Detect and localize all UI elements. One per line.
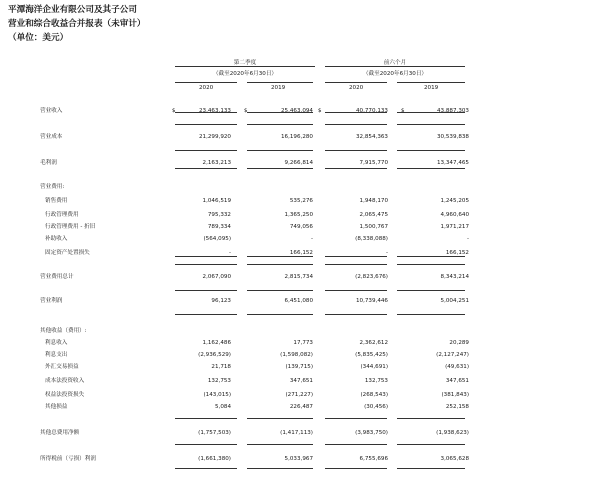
table-rule bbox=[397, 444, 465, 445]
unit-note: （单位：美元） bbox=[8, 33, 69, 43]
table-rule bbox=[247, 290, 313, 291]
value-cell: 5,004,251 bbox=[440, 298, 469, 304]
table-rule bbox=[325, 444, 387, 445]
value-cell: 789,334 bbox=[207, 224, 231, 230]
table-rule bbox=[247, 112, 313, 113]
value-cell: 25,463,094 bbox=[280, 108, 313, 114]
value-cell: (2,823,676) bbox=[355, 274, 388, 280]
value-cell: 535,276 bbox=[289, 198, 313, 204]
value-cell: 4,960,640 bbox=[440, 212, 469, 218]
statement-title: 营业和综合收益合并报表（未审计） bbox=[8, 19, 146, 29]
table-rule bbox=[175, 314, 237, 315]
table-rule bbox=[397, 468, 465, 469]
year-header: 2019 bbox=[271, 85, 286, 91]
year-rule bbox=[397, 82, 465, 83]
value-cell: 16,196,280 bbox=[280, 134, 313, 140]
value-cell: 795,332 bbox=[207, 212, 231, 218]
value-cell: 40,770,133 bbox=[355, 108, 388, 114]
table-rule bbox=[175, 444, 237, 445]
value-cell: (564,095) bbox=[203, 236, 231, 242]
table-row bbox=[0, 390, 600, 400]
value-cell: (139,715) bbox=[285, 364, 313, 370]
table-rule bbox=[247, 256, 313, 257]
value-cell: 23,463,133 bbox=[198, 108, 231, 114]
table-rule bbox=[247, 150, 313, 151]
table-rule bbox=[325, 290, 387, 291]
table-rule bbox=[397, 290, 465, 291]
table-row bbox=[0, 106, 600, 116]
company-name: 平潭海洋企业有限公司及其子公司 bbox=[8, 5, 137, 15]
table-rule bbox=[247, 314, 313, 315]
value-cell: (2,127,247) bbox=[436, 352, 469, 358]
value-cell: 1,365,250 bbox=[284, 212, 313, 218]
value-cell: (344,691) bbox=[360, 364, 388, 370]
row-label: 毛利润 bbox=[40, 160, 57, 166]
row-label: 固定资产处置损失 bbox=[45, 250, 90, 256]
table-row bbox=[0, 196, 600, 206]
value-cell: 166,152 bbox=[445, 250, 469, 256]
table-row bbox=[0, 454, 600, 464]
statement-titles bbox=[8, 3, 146, 45]
row-label: 利息收入 bbox=[45, 340, 68, 346]
row-label: 销售费用 bbox=[45, 198, 68, 204]
row-label: 营业利润 bbox=[40, 298, 63, 304]
value-cell: (49,631) bbox=[445, 364, 469, 370]
value-cell: - bbox=[310, 236, 313, 242]
value-cell: (143,015) bbox=[203, 392, 231, 398]
table-row bbox=[0, 326, 600, 336]
table-rule bbox=[397, 264, 465, 265]
value-cell: 21,718 bbox=[211, 364, 231, 370]
value-cell: (8,338,088) bbox=[355, 236, 388, 242]
table-rule bbox=[175, 168, 237, 169]
value-cell: 347,651 bbox=[445, 378, 469, 384]
year-header: 2020 bbox=[349, 85, 364, 91]
table-rule bbox=[325, 264, 387, 265]
group-h1-rule bbox=[325, 66, 465, 67]
value-cell: 20,289 bbox=[449, 340, 469, 346]
value-cell: 1,162,486 bbox=[202, 340, 231, 346]
value-cell: (1,938,623) bbox=[436, 430, 469, 436]
value-cell: 10,739,446 bbox=[355, 298, 388, 304]
row-label: 所得税前（亏损）利润 bbox=[40, 456, 96, 462]
value-cell: - bbox=[385, 250, 388, 256]
table-row bbox=[0, 296, 600, 306]
table-row bbox=[0, 272, 600, 282]
row-label: 行政管理费用 bbox=[45, 212, 79, 218]
value-cell: (1,757,503) bbox=[198, 430, 231, 436]
table-rule bbox=[397, 150, 465, 151]
value-cell: 132,753 bbox=[364, 378, 388, 384]
value-cell: 2,065,475 bbox=[359, 212, 388, 218]
year-rule bbox=[325, 82, 387, 83]
row-label: 利息支出 bbox=[45, 352, 68, 358]
currency-symbol: $ bbox=[318, 108, 322, 114]
currency-symbol: $ bbox=[244, 108, 248, 114]
value-cell: 21,299,920 bbox=[198, 134, 231, 140]
row-label: 营业成本 bbox=[40, 134, 63, 140]
group-h1-title: 前六个月 bbox=[383, 60, 407, 66]
value-cell: - bbox=[466, 236, 469, 242]
table-row bbox=[0, 234, 600, 244]
row-label: 行政管理费用 - 折旧 bbox=[45, 224, 96, 230]
table-rule bbox=[325, 314, 387, 315]
group-q2-rule bbox=[175, 66, 315, 67]
value-cell: 132,753 bbox=[207, 378, 231, 384]
table-row bbox=[0, 210, 600, 220]
table-rule bbox=[397, 418, 465, 419]
table-rule bbox=[175, 290, 237, 291]
value-cell: 3,065,628 bbox=[440, 456, 469, 462]
value-cell: 30,539,838 bbox=[436, 134, 469, 140]
table-rule bbox=[397, 168, 465, 169]
value-cell: 6,451,080 bbox=[284, 298, 313, 304]
value-cell: 2,163,213 bbox=[202, 160, 231, 166]
value-cell: 8,343,214 bbox=[440, 274, 469, 280]
value-cell: 17,773 bbox=[293, 340, 313, 346]
value-cell: (1,598,082) bbox=[280, 352, 313, 358]
value-cell: (30,456) bbox=[364, 404, 388, 410]
table-rule bbox=[175, 256, 237, 257]
table-row bbox=[0, 158, 600, 168]
value-cell: (5,835,425) bbox=[355, 352, 388, 358]
value-cell: 1,971,217 bbox=[440, 224, 469, 230]
value-cell: (271,227) bbox=[285, 392, 313, 398]
table-rule bbox=[325, 168, 387, 169]
table-rule bbox=[247, 168, 313, 169]
row-label: 营业收入 bbox=[40, 108, 63, 114]
value-cell: 749,056 bbox=[289, 224, 313, 230]
row-label: 其他损益 bbox=[45, 404, 68, 410]
table-rule bbox=[175, 264, 237, 265]
row-label: 权益法投资损失 bbox=[45, 392, 85, 398]
row-label: 其他收益（费用）: bbox=[40, 328, 87, 334]
table-rule bbox=[175, 150, 237, 151]
table-rule bbox=[325, 124, 387, 125]
row-label: 补助收入 bbox=[45, 236, 68, 242]
value-cell: (268,543) bbox=[360, 392, 388, 398]
table-rule bbox=[325, 256, 387, 257]
value-cell: 7,915,770 bbox=[359, 160, 388, 166]
table-row bbox=[0, 402, 600, 412]
group-h1-period: （截至2020年6月30日） bbox=[362, 71, 428, 77]
value-cell: 9,266,814 bbox=[284, 160, 313, 166]
value-cell: (381,843) bbox=[441, 392, 469, 398]
table-rule bbox=[325, 468, 387, 469]
row-label: 营业费用: bbox=[40, 184, 65, 190]
value-cell: (3,983,750) bbox=[355, 430, 388, 436]
table-rule bbox=[247, 468, 313, 469]
value-cell: 1,245,205 bbox=[440, 198, 469, 204]
value-cell: 252,158 bbox=[445, 404, 469, 410]
value-cell: 1,046,519 bbox=[202, 198, 231, 204]
row-label: 其他总费用净额 bbox=[40, 430, 80, 436]
value-cell: 166,152 bbox=[289, 250, 313, 256]
value-cell: - bbox=[228, 250, 231, 256]
year-header: 2019 bbox=[424, 85, 439, 91]
value-cell: (1,661,380) bbox=[198, 456, 231, 462]
table-row bbox=[0, 132, 600, 142]
value-cell: 13,347,465 bbox=[436, 160, 469, 166]
table-rule bbox=[247, 444, 313, 445]
table-rule bbox=[175, 112, 237, 113]
value-cell: 226,487 bbox=[289, 404, 313, 410]
value-cell: 43,887,303 bbox=[436, 108, 469, 114]
table-row bbox=[0, 376, 600, 386]
table-row bbox=[0, 222, 600, 232]
value-cell: (2,936,529) bbox=[198, 352, 231, 358]
table-rule bbox=[247, 418, 313, 419]
currency-symbol: $ bbox=[401, 108, 405, 114]
group-q2-period: （截至2020年6月30日） bbox=[212, 71, 278, 77]
value-cell: 2,067,090 bbox=[202, 274, 231, 280]
table-row bbox=[0, 362, 600, 372]
group-q2-title: 第二季度 bbox=[233, 60, 257, 66]
table-rule bbox=[397, 256, 465, 257]
currency-symbol: $ bbox=[172, 108, 176, 114]
year-header: 2020 bbox=[199, 85, 214, 91]
table-rule bbox=[247, 264, 313, 265]
value-cell: 1,500,767 bbox=[359, 224, 388, 230]
table-rule bbox=[247, 124, 313, 125]
table-rule bbox=[325, 418, 387, 419]
table-rule bbox=[325, 150, 387, 151]
table-rule bbox=[175, 418, 237, 419]
value-cell: (1,417,113) bbox=[280, 430, 313, 436]
value-cell: 5,084 bbox=[214, 404, 231, 410]
value-cell: 347,651 bbox=[289, 378, 313, 384]
value-cell: 32,854,363 bbox=[355, 134, 388, 140]
value-cell: 5,033,967 bbox=[284, 456, 313, 462]
table-row bbox=[0, 182, 600, 192]
table-rule bbox=[397, 314, 465, 315]
value-cell: 6,755,696 bbox=[359, 456, 388, 462]
value-cell: 2,815,734 bbox=[284, 274, 313, 280]
table-rule bbox=[397, 112, 465, 113]
value-cell: 2,362,612 bbox=[359, 340, 388, 346]
table-rule bbox=[175, 124, 237, 125]
table-row bbox=[0, 428, 600, 438]
year-rule bbox=[175, 82, 237, 83]
table-rule bbox=[325, 112, 387, 113]
row-label: 外汇交易损益 bbox=[45, 364, 79, 370]
row-label: 营业费用总计 bbox=[40, 274, 74, 280]
table-rule bbox=[397, 124, 465, 125]
year-rule bbox=[247, 82, 313, 83]
table-row bbox=[0, 350, 600, 360]
value-cell: 1,948,170 bbox=[359, 198, 388, 204]
table-rule bbox=[175, 468, 237, 469]
row-label: 成本法投资收入 bbox=[45, 378, 85, 384]
value-cell: 96,123 bbox=[211, 298, 231, 304]
table-row bbox=[0, 338, 600, 348]
